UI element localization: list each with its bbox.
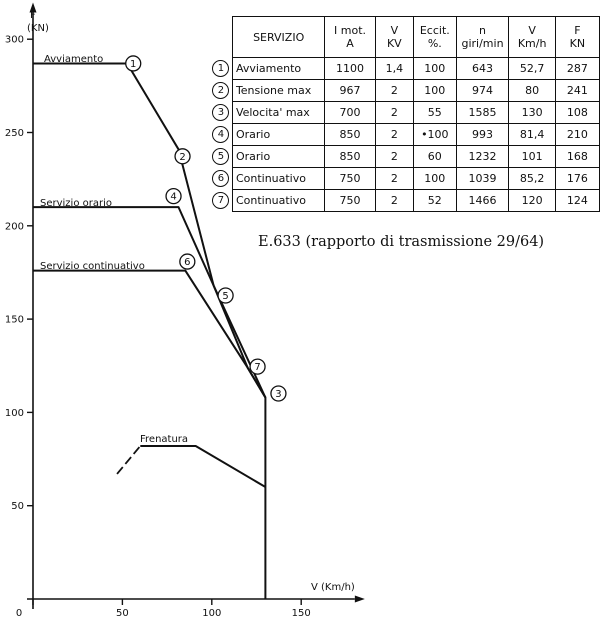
table-cell: 1,4 — [375, 58, 413, 80]
table-cell: 1585 — [456, 102, 509, 124]
table-cell: 2 — [375, 102, 413, 124]
row-number-cell — [212, 102, 232, 124]
row-number-circle: 1 — [212, 60, 229, 77]
row-number-cell — [212, 190, 232, 212]
row-number-circle: 6 — [212, 170, 229, 187]
table-cell: 2 — [375, 124, 413, 146]
table-cell: 643 — [456, 58, 509, 80]
table-cell: 168 — [555, 146, 599, 168]
x-tick-label-50: 50 — [116, 608, 129, 619]
table-cell: 85,2 — [509, 168, 555, 190]
row-number-cell — [212, 168, 232, 190]
table-cell: 52 — [413, 190, 456, 212]
table-header-row — [212, 17, 600, 58]
table-row — [212, 58, 600, 80]
series-label-servizio-orario: Servizio orario — [40, 198, 112, 209]
table-row — [212, 146, 600, 168]
table-cell: •100 — [413, 124, 456, 146]
table-cell: Orario — [232, 146, 324, 168]
y-tick-label-50: 50 — [11, 501, 24, 513]
table-header-cell — [509, 17, 555, 58]
table-cell: 101 — [509, 146, 555, 168]
row-number-cell — [212, 124, 232, 146]
table-cell: Avviamento — [232, 58, 324, 80]
table-header-line1: V — [390, 24, 399, 37]
table-cell: 130 — [509, 102, 555, 124]
table-header-line2: KV — [386, 37, 402, 50]
series-line-2 — [33, 207, 265, 397]
series-line-4 — [140, 446, 265, 487]
table-header-line1: SERVIZIO — [253, 30, 305, 44]
table-row — [212, 168, 600, 190]
table-header-line1: V — [528, 24, 536, 37]
table-cell: 974 — [456, 80, 509, 102]
series-label-servizio-continuativo: Servizio continuativo — [40, 261, 145, 272]
table-cell: 2 — [375, 146, 413, 168]
marker-label-3: 3 — [275, 388, 282, 400]
table-cell: 100 — [413, 58, 456, 80]
y-axis-label: F — [30, 10, 36, 21]
table-header-line1: F — [574, 24, 581, 37]
table-header-cell — [232, 17, 324, 58]
y-tick-label-250: 250 — [4, 128, 24, 139]
table-cell: 1466 — [456, 190, 509, 212]
table-cell: 1039 — [456, 168, 509, 190]
table-cell: 2 — [375, 190, 413, 212]
y-tick-label-150: 150 — [4, 314, 24, 326]
marker-label-6: 6 — [184, 257, 191, 269]
x-tick-label-100: 100 — [202, 608, 222, 619]
row-number-circle: 4 — [212, 126, 229, 143]
marker-label-1: 1 — [130, 58, 137, 70]
series-label-avviamento: Avviamento — [44, 54, 104, 65]
table-cell: 1100 — [325, 58, 375, 80]
table-cell: 80 — [509, 80, 555, 102]
y-axis-unit: (KN) — [27, 23, 49, 34]
service-table — [212, 16, 600, 212]
table-cell: 81,4 — [509, 124, 555, 146]
x-tick-label-0: 0 — [15, 608, 23, 619]
table-cell: 850 — [325, 146, 375, 168]
y-tick-label-200: 200 — [4, 221, 24, 233]
table-header-line2: giri/min — [461, 37, 504, 50]
table-row — [212, 102, 600, 124]
table-cell: 60 — [413, 146, 456, 168]
table-cell: 100 — [413, 80, 456, 102]
x-tick-label-150: 150 — [291, 608, 311, 619]
series-label-frenatura: Frenatura — [140, 434, 189, 445]
table-header-cell — [456, 17, 509, 58]
table-cell: 241 — [555, 80, 599, 102]
table-header-cell — [413, 17, 456, 58]
table-header-line1: I mot. — [334, 24, 367, 37]
table-cell: 120 — [509, 190, 555, 212]
frenatura-dash — [117, 446, 140, 474]
table-cell: 750 — [325, 168, 375, 190]
table-cell: 176 — [555, 168, 599, 190]
table-cell: 124 — [555, 190, 599, 212]
row-number-circle: 7 — [212, 192, 229, 209]
table-cell: 100 — [413, 168, 456, 190]
y-tick-label-300: 300 — [4, 34, 24, 46]
row-number-cell — [212, 58, 232, 80]
table-header-line2: %. — [427, 37, 442, 50]
table-cell: 2 — [375, 168, 413, 190]
table-cell: 52,7 — [509, 58, 555, 80]
marker-label-2: 2 — [179, 151, 186, 163]
table-cell: Velocita' max — [232, 102, 324, 124]
table-cell: Continuativo — [232, 168, 324, 190]
table-header-cell — [555, 17, 599, 58]
table-header-line1: n — [479, 24, 487, 37]
row-number-circle: 3 — [212, 104, 229, 121]
marker-label-7: 7 — [254, 362, 261, 374]
row-number-circle: 2 — [212, 82, 229, 99]
table-header-line2: A — [346, 37, 354, 50]
table-header-line2: Km/h — [517, 37, 547, 50]
table-cell: 210 — [555, 124, 599, 146]
table-cell: Tensione max — [232, 80, 324, 102]
table-cell: 287 — [555, 58, 599, 80]
table-cell: 2 — [375, 80, 413, 102]
table-cell: 750 — [325, 190, 375, 212]
table-cell: 700 — [325, 102, 375, 124]
row-number-cell — [212, 146, 232, 168]
table-header-line1: Eccit. — [419, 24, 450, 37]
table-header-cell — [325, 17, 375, 58]
table-row — [212, 80, 600, 102]
table-cell: Orario — [232, 124, 324, 146]
table-row — [212, 190, 600, 212]
table-cell: 993 — [456, 124, 509, 146]
x-axis-arrow — [355, 596, 365, 603]
x-axis-label: V (Km/h) — [311, 582, 355, 593]
table-cell: 1232 — [456, 146, 509, 168]
row-number-cell — [212, 80, 232, 102]
table-cell: 108 — [555, 102, 599, 124]
marker-label-5: 5 — [222, 291, 229, 303]
table-row — [212, 124, 600, 146]
table-cell: 55 — [413, 102, 456, 124]
row-number-circle: 5 — [212, 148, 229, 165]
table-cell: 967 — [325, 80, 375, 102]
table-cell: Continuativo — [232, 190, 324, 212]
table-header-line2: KN — [569, 37, 586, 50]
chart-caption: E.633 (rapporto di trasmissione 29/64) — [258, 234, 545, 250]
table-header-cell — [375, 17, 413, 58]
table-cell: 850 — [325, 124, 375, 146]
y-tick-label-100: 100 — [4, 407, 24, 419]
marker-label-4: 4 — [170, 191, 177, 203]
